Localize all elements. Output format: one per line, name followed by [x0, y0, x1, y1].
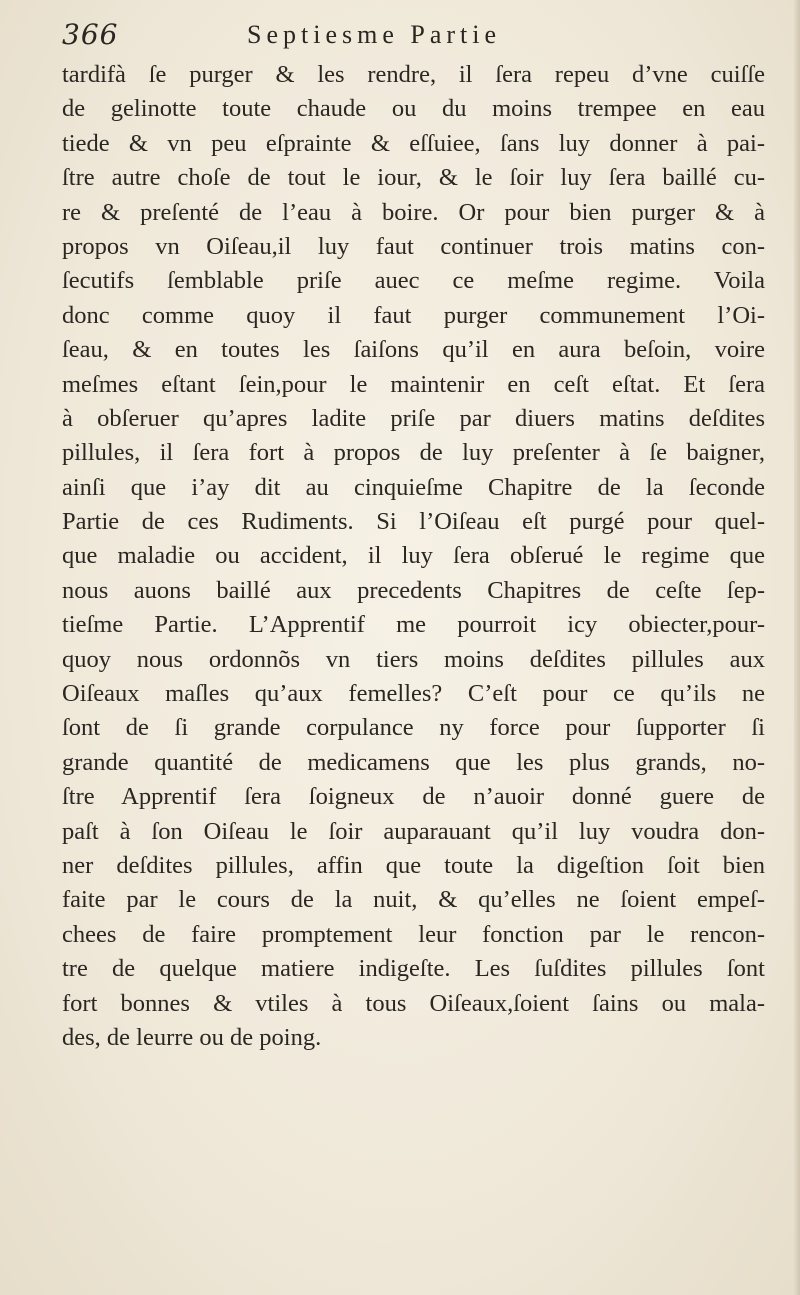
text-line: ner deſdites pillules, affin que toute la digeſtion ſoit bien — [62, 851, 765, 879]
text-line: nous auons baillé aux precedents Chapitres de ceſte ſep- — [62, 576, 765, 604]
page-number: 366 — [62, 18, 119, 51]
text-line: meſmes eſtant ſein,pour le maintenir en ceſt eſtat. Et ſera — [62, 370, 765, 398]
page-edge — [794, 0, 800, 1295]
text-line: ſtre Apprentif ſera ſoigneux de n’auoir donné guere de — [62, 783, 765, 811]
text-line: quoy nous ordonnõs vn tiers moins deſdites pillules aux — [62, 645, 765, 673]
text-line: ainſi que i’ay dit au cinquieſme Chapitre de la ſeconde — [62, 473, 765, 501]
text-line: tiede & vn peu eſprainte & eſſuiee, ſans luy donner à pai- — [62, 129, 765, 157]
text-line: grande quantité de medicamens que les plus grands, no- — [62, 748, 765, 776]
text-line: Oiſeaux maſles qu’aux femelles? C’eſt pour ce qu’ils ne — [62, 680, 765, 708]
text-line: ſecutifs ſemblable priſe auec ce meſme regime. Voila — [62, 267, 765, 295]
text-line: ſeau, & en toutes les ſaiſons qu’il en aura beſoin, voire — [62, 336, 765, 364]
text-line: de gelinotte toute chaude ou du moins trempee en eau — [62, 95, 765, 123]
text-line: pillules, il ſera fort à propos de luy preſenter à ſe baigner, — [62, 439, 765, 467]
text-line: donc comme quoy il faut purger communement l’Oi- — [62, 301, 765, 329]
text-line: tardifà ſe purger & les rendre, il ſera repeu d’vne cuiſſe — [62, 61, 765, 88]
text-line: chees de faire promptement leur fonction par le rencon- — [62, 920, 765, 948]
running-head: Septiesme Partie — [247, 20, 502, 49]
text-line: ſont de ſi grande corpulance ny force pour ſupporter ſi — [62, 714, 765, 742]
text-line-last: des, de leurre ou de poing. — [62, 1023, 322, 1051]
text-line: que maladie ou accident, il luy ſera obſerué le regime que — [62, 542, 765, 570]
text-line: tre de quelque matiere indigeſte. Les ſuſdites pillules ſont — [62, 955, 765, 983]
text-line: re & preſenté de l’eau à boire. Or pour bien purger & à — [62, 198, 765, 226]
body-text — [62, 58, 765, 1055]
text-line: Partie de ces Rudiments. Si l’Oiſeau eſt purgé pour quel- — [62, 508, 765, 536]
text-line: propos vn Oiſeau,il luy faut continuer trois matins con- — [62, 232, 765, 260]
text-line: paſt à ſon Oiſeau le ſoir auparauant qu’il luy voudra don- — [62, 817, 765, 845]
text-line: ſtre autre choſe de tout le iour, & le ſoir luy ſera baillé cu- — [62, 164, 765, 192]
page-header — [62, 18, 772, 58]
text-line: faite par le cours de la nuit, & qu’elles ne ſoient empeſ- — [62, 886, 765, 914]
text-line: à obſeruer qu’apres ladite priſe par diuers matins deſdites — [62, 404, 765, 432]
text-line: fort bonnes & vtiles à tous Oiſeaux,ſoient ſains ou mala- — [62, 989, 765, 1017]
text-line: tieſme Partie. L’Apprentif me pourroit icy obiecter,pour- — [62, 611, 765, 639]
